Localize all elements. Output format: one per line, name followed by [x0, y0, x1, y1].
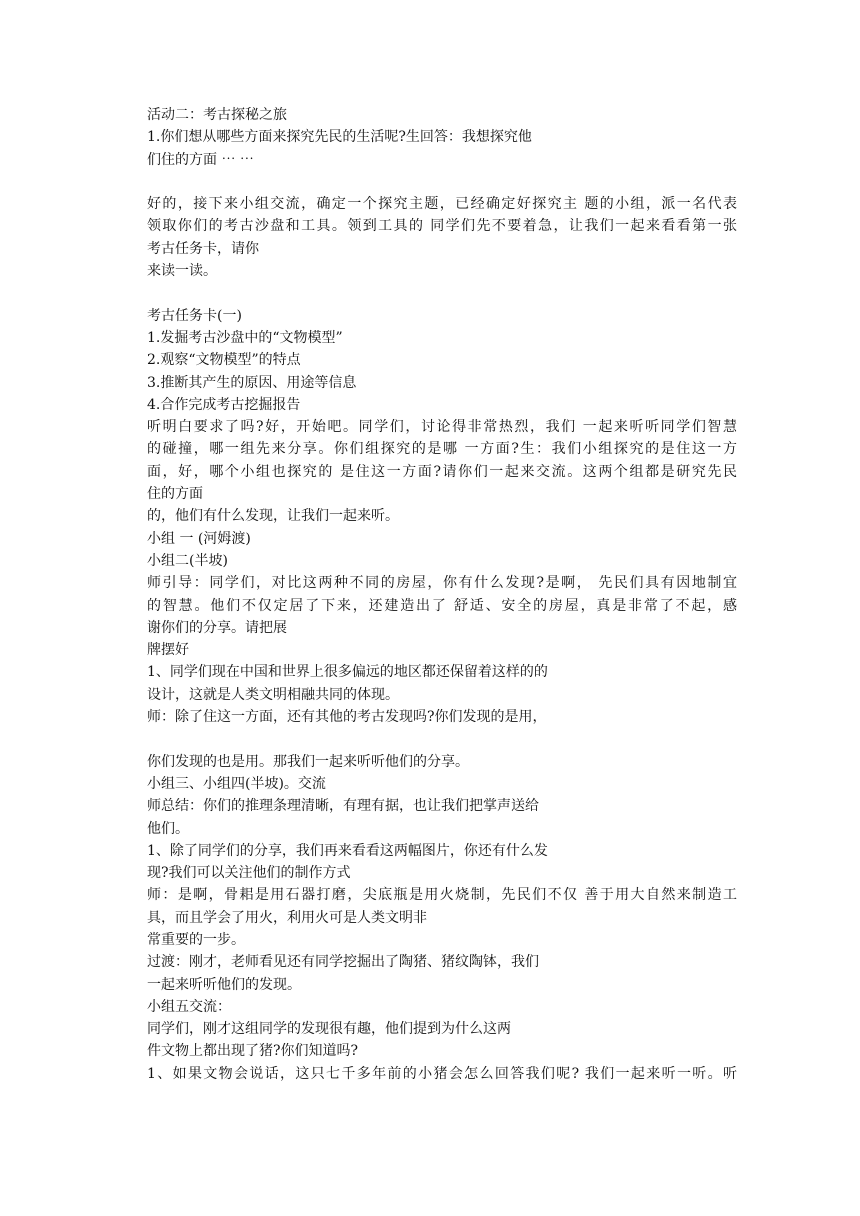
text-line: 小组 一 (河姆渡) — [147, 530, 251, 547]
text-line: 的智慧。他们不仅定居了下来，还建造出了 舒适、安全的房屋，真是非常了不起，感 — [147, 597, 737, 614]
text-line: 们住的方面 ⋯ ⋯ — [147, 151, 254, 168]
text-line: 小组二(半坡) — [147, 552, 228, 569]
text-line: 设计，这就是人类文明相融共同的体现。 — [147, 686, 399, 703]
text-line: 4.合作完成考古挖掘报告 — [147, 396, 301, 413]
text-line: 1.发掘考古沙盘中的“文物模型” — [147, 329, 343, 346]
text-line: 住的方面 — [147, 486, 203, 503]
text-line: 听明白要求了吗?好，开始吧。同学们，讨论得非常热烈，我们 一起来听听同学们智慧 — [147, 419, 737, 436]
text-line: 小组五交流： — [147, 998, 231, 1015]
text-line: 考古任务卡(一) — [147, 307, 242, 324]
document-body — [147, 104, 737, 1085]
text-line: 的碰撞，哪一组先来分享。你们组探究的是哪 一方面?生：我们小组探究的是住这一方 — [147, 441, 737, 458]
text-line: 活动二：考古探秘之旅 — [147, 107, 287, 123]
text-line: 1、同学们现在中国和世界上很多偏远的地区都还保留着这样的的 — [147, 664, 548, 681]
blank-line — [147, 728, 737, 750]
text-line: 小组三、小组四(半坡)。交流 — [147, 775, 326, 792]
text-line: 考古任务卡，请你 — [147, 240, 259, 257]
blank-line — [147, 282, 737, 304]
text-line: 具，而且学会了用火，利用火可是人类文明非 — [147, 909, 427, 926]
text-line: 你们发现的也是用。那我们一起来听听他们的分享。 — [147, 753, 469, 770]
text-line: 他们。 — [147, 820, 189, 837]
text-line: 过渡：刚才，老师看见还有同学挖掘出了陶猪、猪纹陶钵，我们 — [147, 954, 539, 971]
text-line: 1、除了同学们的分享，我们再来看看这两幅图片，你还有什么发 — [147, 842, 548, 859]
text-line: 现?我们可以关注他们的制作方式 — [147, 865, 351, 882]
blank-line — [147, 171, 737, 193]
text-line: 面，好，哪个小组也探究的 是住这一方面?请你们一起来交流。这两个组都是研究先民 — [147, 463, 737, 480]
text-line: 好的，接下来小组交流，确定一个探究主题，已经确定好探究主 题的小组，派一名代表 — [147, 196, 737, 213]
text-line: 3.推断其产生的原因、用途等信息 — [147, 374, 357, 391]
text-line: 来读一读。 — [147, 263, 217, 280]
text-line: 的，他们有什么发现，让我们一起来听。 — [147, 508, 399, 525]
text-line: 师：是啊，骨耜是用石器打磨，尖底瓶是用火烧制，先民们不仅 善于用大自然来制造工 — [147, 887, 737, 904]
text-line: 师总结：你们的推理条理清晰，有理有据，也让我们把掌声送给 — [147, 798, 539, 815]
text-line: 件文物上都出现了猪?你们知道吗? — [147, 1043, 359, 1060]
text-line: 2.观察“文物模型”的特点 — [147, 352, 301, 369]
text-line: 师：除了住这一方面，还有其他的考古发现吗?你们发现的是用， — [147, 709, 547, 726]
text-line: 1.你们想从哪些方面来探究先民的生活呢?生回答：我想探究他 — [147, 129, 532, 146]
text-line: 谢你们的分享。请把展 — [147, 619, 287, 636]
text-line: 一起来听听他们的发现。 — [147, 976, 301, 993]
text-line: 同学们，刚才这组同学的发现很有趣，他们提到为什么这两 — [147, 1021, 511, 1038]
text-line: 1、如果文物会说话，这只七千多年前的小猪会怎么回答我们呢? 我们一起来听一听。听 — [147, 1065, 737, 1082]
text-line: 师引导：同学们，对比这两种不同的房屋，你有什么发现?是啊， 先民们具有因地制宜 — [147, 575, 737, 592]
text-line: 常重要的一步。 — [147, 931, 245, 948]
text-line: 牌摆好 — [147, 642, 189, 659]
text-line: 领取你们的考古沙盘和工具。领到工具的 同学们先不要着急，让我们一起来看看第一张 — [147, 218, 737, 235]
